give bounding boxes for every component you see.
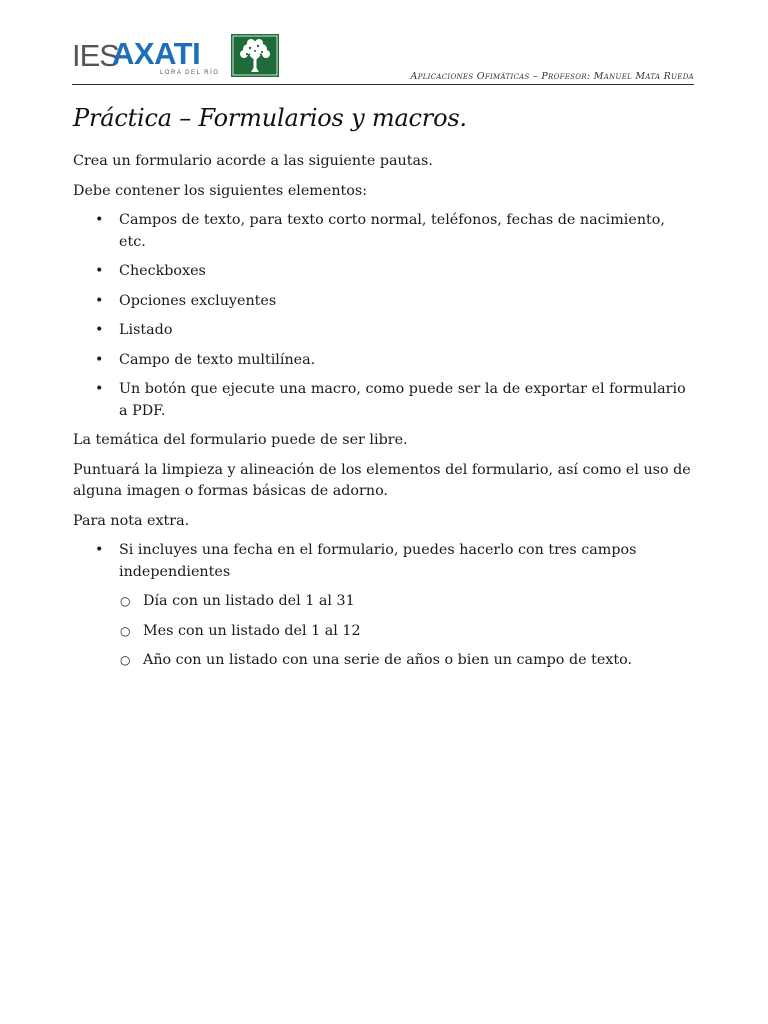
bullet-icon: • <box>95 322 104 338</box>
list-item: • Un botón que ejecute una macro, como puede ser la de exportar el formulario a PDF. <box>95 381 686 419</box>
extra-list <box>73 540 695 672</box>
school-logo <box>72 34 282 78</box>
document-body <box>73 102 695 680</box>
course-professor-text: Aplicaciones Ofimáticas – Profesor: Manuel Mata Rueda <box>410 71 694 82</box>
list-item: • Opciones excluyentes <box>73 291 695 313</box>
bullet-icon: • <box>95 381 104 397</box>
elements-heading: Debe contener los siguientes elementos: <box>73 182 368 199</box>
bullet-icon: • <box>95 542 104 558</box>
circle-bullet-icon: ○ <box>120 653 131 667</box>
logo-axati-text: AXATI <box>112 36 201 71</box>
extra-sublist <box>119 591 695 672</box>
list-item: • Campos de texto, para texto corto normal, teléfonos, fechas de nacimiento, etc. <box>95 212 665 250</box>
intro-paragraph: Crea un formulario acorde a las siguiente pautas. <box>73 153 433 169</box>
grading-paragraph: Puntuará la limpieza y alineación de los elementos del formulario, así como el uso de alguna imagen o formas básicas de adorno. <box>73 461 691 499</box>
list-item: • Campo de texto multilínea. <box>73 350 695 372</box>
tree-icon <box>231 34 279 77</box>
list-item: • Si incluyes una fecha en el formulario, puedes hacerlo con tres campos independientes ○ Día con un listado del 1 al 31 ○ Mes con un listado del 1 al 12 ○ Año con un listado con una serie de años o bien un campo de texto. <box>73 540 695 672</box>
page-header <box>72 30 694 85</box>
bullet-icon: • <box>95 351 104 368</box>
sublist-item: ○ Día con un listado del 1 al 31 <box>119 591 695 613</box>
bullet-icon: • <box>95 292 104 309</box>
list-item: • Listado <box>73 320 695 342</box>
bullet-icon: • <box>95 212 104 228</box>
sublist-item: ○ Año con un listado con una serie de años o bien un campo de texto. <box>119 650 695 672</box>
bullet-icon: • <box>95 263 104 279</box>
page-title: Práctica – Formularios y macros. <box>73 104 467 132</box>
sublist-item: ○ Mes con un listado del 1 al 12 <box>119 621 695 643</box>
list-item: • Checkboxes <box>73 261 695 283</box>
circle-bullet-icon: ○ <box>120 623 131 638</box>
logo-ies-text: IES <box>72 38 119 73</box>
elements-list <box>73 210 695 422</box>
extra-heading: Para nota extra. <box>73 512 190 529</box>
theme-paragraph: La temática del formulario puede de ser libre. <box>73 432 408 448</box>
circle-bullet-icon: ○ <box>120 594 131 608</box>
logo-subtitle: LORA DEL RÍO <box>160 70 220 76</box>
